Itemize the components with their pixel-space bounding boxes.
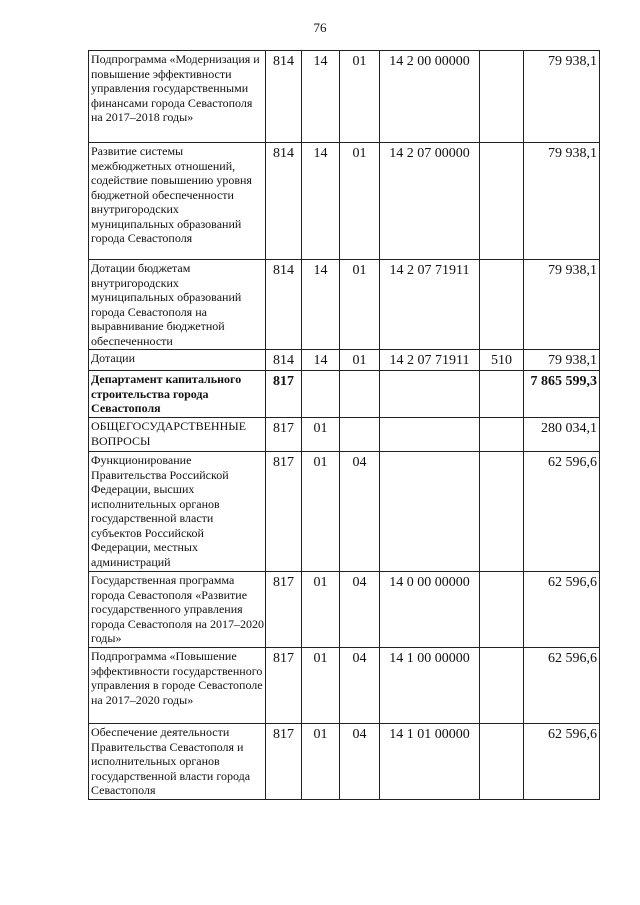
subsection-code xyxy=(340,371,380,418)
subsection-code xyxy=(340,418,380,452)
expense-type-code xyxy=(480,371,524,418)
section-code xyxy=(302,371,340,418)
section-code: 01 xyxy=(302,724,340,800)
item-name: Подпрограмма «Повышение эффективности государственного управления в городе Севастополе на 2017–2020 годы» xyxy=(89,648,266,724)
subsection-code: 04 xyxy=(340,572,380,648)
department-code: 817 xyxy=(266,452,302,572)
table-row xyxy=(89,452,600,572)
item-name: Обеспечение деятельности Правительства Севастополя и исполнительных органов государственной власти города Севастополя xyxy=(89,724,266,800)
page-number: 76 xyxy=(313,20,327,35)
amount: 62 596,6 xyxy=(524,648,600,724)
section-code: 14 xyxy=(302,350,340,371)
table-row xyxy=(89,51,600,143)
section-code: 01 xyxy=(302,452,340,572)
table-row xyxy=(89,371,600,418)
amount: 280 034,1 xyxy=(524,418,600,452)
expense-type-code xyxy=(480,418,524,452)
subsection-code: 01 xyxy=(340,260,380,350)
table-row xyxy=(89,724,600,800)
item-name: Государственная программа города Севастополя «Развитие государственного управления города Севастополя на 2017–2020 годы» xyxy=(89,572,266,648)
department-code: 817 xyxy=(266,572,302,648)
target-article-code xyxy=(380,452,480,572)
amount: 62 596,6 xyxy=(524,452,600,572)
table-row xyxy=(89,350,600,371)
item-name: Дотации xyxy=(89,350,266,371)
amount: 79 938,1 xyxy=(524,51,600,143)
item-name: Департамент капитального строительства города Севастополя xyxy=(89,371,266,418)
expense-type-code xyxy=(480,572,524,648)
item-name: ОБЩЕГОСУДАРСТВЕННЫЕ ВОПРОСЫ xyxy=(89,418,266,452)
section-code: 01 xyxy=(302,648,340,724)
table-row xyxy=(89,143,600,260)
section-code: 01 xyxy=(302,418,340,452)
budget-table xyxy=(88,50,600,800)
section-code: 14 xyxy=(302,143,340,260)
amount: 7 865 599,3 xyxy=(524,371,600,418)
table-row xyxy=(89,648,600,724)
target-article-code xyxy=(380,371,480,418)
amount: 79 938,1 xyxy=(524,350,600,371)
amount: 62 596,6 xyxy=(524,572,600,648)
target-article-code: 14 1 00 00000 xyxy=(380,648,480,724)
target-article-code: 14 2 00 00000 xyxy=(380,51,480,143)
target-article-code: 14 2 07 00000 xyxy=(380,143,480,260)
target-article-code: 14 2 07 71911 xyxy=(380,260,480,350)
table-row xyxy=(89,572,600,648)
target-article-code: 14 0 00 00000 xyxy=(380,572,480,648)
department-code: 817 xyxy=(266,371,302,418)
section-code: 01 xyxy=(302,572,340,648)
subsection-code: 04 xyxy=(340,648,380,724)
table-row xyxy=(89,418,600,452)
department-code: 814 xyxy=(266,260,302,350)
amount: 79 938,1 xyxy=(524,143,600,260)
amount: 79 938,1 xyxy=(524,260,600,350)
subsection-code: 01 xyxy=(340,350,380,371)
department-code: 814 xyxy=(266,350,302,371)
table-row xyxy=(89,260,600,350)
item-name: Дотации бюджетам внутригородских муниципальных образований города Севастополя на выравнивание бюджетной обеспеченности xyxy=(89,260,266,350)
item-name: Развитие системы межбюджетных отношений, содействие повышению уровня бюджетной обеспеченности внутригородских муниципальных образований города Севастополя xyxy=(89,143,266,260)
section-code: 14 xyxy=(302,51,340,143)
expense-type-code xyxy=(480,51,524,143)
amount: 62 596,6 xyxy=(524,724,600,800)
section-code: 14 xyxy=(302,260,340,350)
department-code: 817 xyxy=(266,724,302,800)
item-name: Функционирование Правительства Российской Федерации, высших исполнительных органов государственной власти субъектов Российской Федерации, местных администраций xyxy=(89,452,266,572)
target-article-code xyxy=(380,418,480,452)
item-name: Подпрограмма «Модернизация и повышение эффективности управления государственными финансами города Севастополя на 2017–2018 годы» xyxy=(89,51,266,143)
expense-type-code xyxy=(480,648,524,724)
department-code: 817 xyxy=(266,418,302,452)
target-article-code: 14 1 01 00000 xyxy=(380,724,480,800)
subsection-code: 01 xyxy=(340,51,380,143)
subsection-code: 01 xyxy=(340,143,380,260)
subsection-code: 04 xyxy=(340,724,380,800)
department-code: 814 xyxy=(266,51,302,143)
department-code: 817 xyxy=(266,648,302,724)
department-code: 814 xyxy=(266,143,302,260)
expense-type-code xyxy=(480,260,524,350)
subsection-code: 04 xyxy=(340,452,380,572)
expense-type-code xyxy=(480,143,524,260)
expense-type-code: 510 xyxy=(480,350,524,371)
target-article-code: 14 2 07 71911 xyxy=(380,350,480,371)
expense-type-code xyxy=(480,452,524,572)
expense-type-code xyxy=(480,724,524,800)
